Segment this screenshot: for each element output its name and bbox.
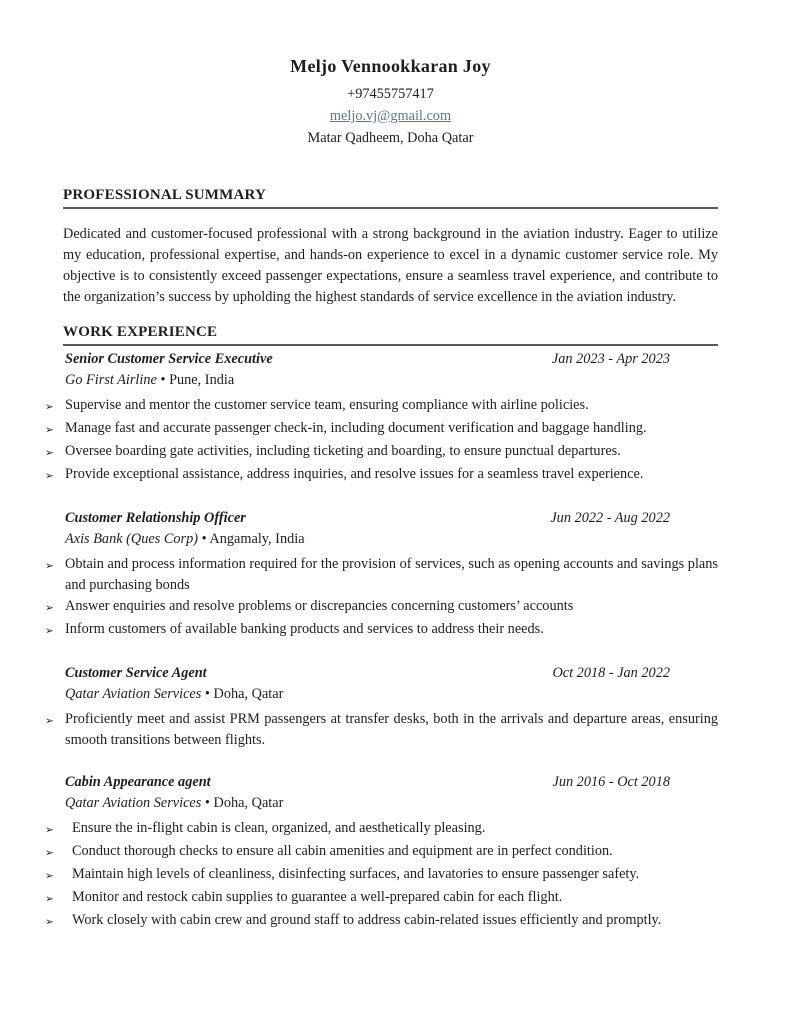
bullet-arrow-icon: ➢ — [45, 625, 54, 637]
experience-heading: WORK EXPERIENCE — [63, 324, 718, 346]
job-dates: Oct 2018 - Jan 2022 — [552, 665, 670, 681]
company-location-separator: • — [201, 531, 207, 547]
bullet-item — [45, 554, 718, 596]
bullet-item — [45, 441, 718, 464]
bullet-text: Answer enquiries and resolve problems or discrepancies concerning customers’ accounts — [65, 598, 574, 614]
candidate-name: Meljo Vennookkaran Joy — [290, 56, 491, 76]
job-entry — [45, 508, 718, 642]
bullet-arrow-icon: ➢ — [45, 870, 54, 882]
job-bullets — [45, 395, 718, 487]
job-company: Qatar Aviation Services — [65, 686, 202, 702]
bullet-item — [45, 619, 718, 642]
phone-number: +97455757417 — [347, 86, 434, 102]
job-company: Qatar Aviation Services — [65, 795, 202, 811]
job-dates: Jun 2016 - Oct 2018 — [552, 774, 670, 790]
job-dates: Jan 2023 - Apr 2023 — [551, 351, 670, 367]
bullet-item — [45, 596, 718, 619]
job-title: Customer Service Agent — [65, 665, 207, 681]
bullet-arrow-icon: ➢ — [45, 470, 54, 482]
job-subheader — [65, 793, 718, 814]
bullet-text: Manage fast and accurate passenger check-in, including document verification and baggage handling. — [65, 420, 647, 436]
bullet-arrow-icon: ➢ — [45, 916, 54, 928]
bullet-arrow-icon: ➢ — [45, 424, 54, 436]
bullet-item — [45, 887, 718, 910]
summary-heading: PROFESSIONAL SUMMARY — [63, 187, 718, 209]
section-professional-summary — [63, 187, 718, 308]
bullet-item — [45, 818, 718, 841]
bullet-arrow-icon: ➢ — [45, 401, 54, 413]
job-location: Doha, Qatar — [213, 686, 284, 702]
summary-paragraph: Dedicated and customer-focused professional with a strong background in the aviation industry. Eager to utilize my education, professional expertise, and hands-on experience to excel in a dynamic customer service role. My objective is to consistently exceed passenger expectations, ensure a seamless travel experience, and contribute to the organization’s success by upholding the highest standards of service excellence in the aviation industry. — [63, 226, 718, 305]
bullet-text: Conduct thorough checks to ensure all cabin amenities and equipment are in perfect condition. — [72, 843, 613, 859]
bullet-item — [45, 464, 718, 487]
job-bullets — [45, 818, 718, 933]
bullet-text: Oversee boarding gate activities, including ticketing and boarding, to ensure punctual departures. — [65, 443, 621, 459]
bullet-arrow-icon: ➢ — [45, 447, 54, 459]
bullet-text: Work closely with cabin crew and ground staff to address cabin-related issues efficiently and promptly. — [72, 912, 662, 928]
bullet-arrow-icon: ➢ — [45, 602, 54, 614]
job-company: Axis Bank (Ques Corp) — [65, 531, 199, 547]
job-title: Cabin Appearance agent — [65, 774, 211, 790]
job-entry — [45, 772, 718, 933]
bullet-item — [45, 709, 718, 751]
address-line: Matar Qadheem, Doha Qatar — [307, 130, 474, 146]
bullet-text: Proficiently meet and assist PRM passengers at transfer desks, both in the arrivals and departure areas, ensuring smooth transitions between flights. — [65, 711, 718, 748]
job-header — [65, 349, 718, 370]
job-entry — [45, 349, 718, 487]
jobs-list — [45, 349, 718, 933]
job-title: Senior Customer Service Executive — [65, 351, 273, 367]
job-dates: Jun 2022 - Aug 2022 — [550, 510, 670, 526]
bullet-text: Monitor and restock cabin supplies to guarantee a well-prepared cabin for each flight. — [72, 889, 563, 905]
job-header — [65, 663, 718, 684]
bullet-item — [45, 841, 718, 864]
bullet-text: Inform customers of available banking products and services to address their needs. — [65, 621, 544, 637]
job-subheader — [65, 684, 718, 705]
job-location: Pune, India — [169, 372, 235, 388]
job-subheader — [65, 529, 718, 550]
section-work-experience — [45, 324, 718, 933]
job-title: Customer Relationship Officer — [65, 510, 246, 526]
bullet-item — [45, 395, 718, 418]
bullet-text: Obtain and process information required for the provision of services, such as opening accounts and savings plans and purchasing bonds — [65, 556, 718, 593]
job-header — [65, 772, 718, 793]
company-location-separator: • — [160, 372, 166, 388]
job-subheader — [65, 370, 718, 391]
bullet-arrow-icon: ➢ — [45, 893, 54, 905]
bullet-arrow-icon: ➢ — [45, 824, 54, 836]
bullet-text: Provide exceptional assistance, address inquiries, and resolve issues for a seamless travel experience. — [65, 466, 644, 482]
bullet-arrow-icon: ➢ — [45, 715, 54, 727]
job-bullets — [45, 709, 718, 751]
bullet-item — [45, 910, 718, 933]
bullet-text: Ensure the in-flight cabin is clean, organized, and aesthetically pleasing. — [72, 820, 486, 836]
resume-header — [63, 54, 718, 149]
job-entry — [45, 663, 718, 751]
bullet-text: Maintain high levels of cleanliness, disinfecting surfaces, and lavatories to ensure passenger safety. — [72, 866, 640, 882]
job-bullets — [45, 554, 718, 642]
job-location: Angamaly, India — [209, 531, 305, 547]
company-location-separator: • — [204, 795, 210, 811]
job-location: Doha, Qatar — [213, 795, 284, 811]
bullet-text: Supervise and mentor the customer service team, ensuring compliance with airline policies. — [65, 397, 589, 413]
bullet-arrow-icon: ➢ — [45, 847, 54, 859]
company-location-separator: • — [204, 686, 210, 702]
job-company: Go First Airline — [65, 372, 157, 388]
bullet-item — [45, 418, 718, 441]
job-header — [65, 508, 718, 529]
bullet-arrow-icon: ➢ — [45, 560, 54, 572]
bullet-item — [45, 864, 718, 887]
email-link[interactable]: meljo.vj@gmail.com — [329, 108, 452, 124]
